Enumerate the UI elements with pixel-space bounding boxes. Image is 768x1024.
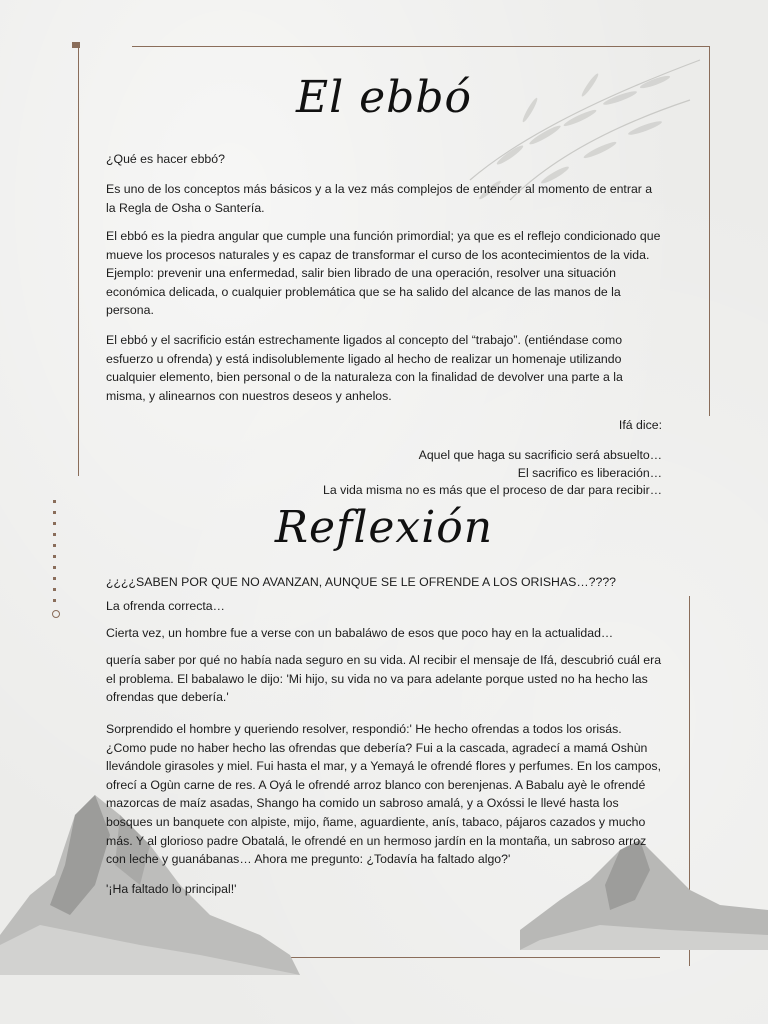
ifa-dice-label: Ifá dice:	[618, 418, 662, 432]
reflexion-paragraph-2: Sorprendido el hombre y queriendo resolver, respondió:' He hecho ofrendas a todos los orisás. ¿Como pude no haber hecho las ofrendas que debería? Fui a la cascada, agradecí a mamá Oshùn llevándole girasoles y miel. Fui hasta el mar, y a Yemayá le ofrendé flores y perfumes. En los campos, ofrecí a Ogùn carne de res. A Oyá le ofrendé arroz blanco con berenjenas. A Babalu ayè le ofrendé mazorcas de maíz asadas, Shango ha comido un sabroso amalá, y a Oxóssi le llevé hasta los bosques un banquete con alpiste, mijo, ñame, aguardiente, anís, tabaco, pájaros cazados y mucho más. Y al glorioso padre Obatalá, le ofrendé en un hermoso jardín en la montaña, un sabroso arroz con leche y guanábanas… Ahora me pregunto: ¿Todavía ha faltado algo?'	[106, 722, 661, 867]
reflexion-line-2: Cierta vez, un hombre fue a verse con un babaláwo de esos que poco hay en la actualidad…	[106, 626, 614, 640]
paragraph-1: Es uno de los conceptos más básicos y a la vez más complejos de entender al momento de entrar a la Regla de Osha o Santería.	[106, 182, 653, 215]
quote-line-3: La vida misma no es más que el proceso de dar para recibir…	[322, 483, 662, 497]
frame-line-top	[132, 46, 710, 47]
question-line: ¿Qué es hacer ebbó?	[106, 152, 225, 166]
reflexion-closing: '¡Ha faltado lo principal!'	[106, 882, 237, 896]
title-el-ebbo: El ebbó	[295, 72, 473, 123]
reflexion-line-1: La ofrenda correcta…	[106, 599, 225, 613]
reflexion-paragraph-1: quería saber por qué no había nada seguro en su vida. Al recibir el mensaje de Ifá, descubrió cuál era el problema. El babalawo le dijo: 'Mi hijo, su vida no va para adelante porque usted no ha hecho las ofrendas que debería.'	[106, 653, 662, 705]
reflexion-heading: ¿¿¿¿SABEN POR QUE NO AVANZAN, AUNQUE SE LE OFRENDE A LOS ORISHAS…????	[106, 575, 616, 589]
quote-line-1: Aquel que haga su sacrificio será absuelto…	[418, 448, 662, 462]
paragraph-3: El ebbó y el sacrificio están estrechamente ligados al concepto del “trabajo”. (entiéndase como esfuerzo u ofrenda) y está indisolublemente ligado al hecho de realizar un homenaje utilizando cualquier elemento, bien personal o de la naturaleza con la finalidad de devolver una parte a la misma, y alinearnos con nuestros deseos y anhelos.	[106, 333, 623, 403]
title-reflexion: Reflexión	[274, 502, 494, 553]
quote-line-2: El sacrifico es liberación…	[517, 466, 662, 480]
frame-corner	[72, 42, 80, 48]
paragraph-2: El ebbó es la piedra angular que cumple una función primordial; ya que es el reflejo condicionado que mueve los procesos naturales y es capaz de transformar el curso de los acontecimientos de la vida. Ejemplo: prevenir una enfermedad, salir bien librado de una operación, resolver una situación económica delicada, o cualquier problemática que se ha salido del alcance de las manos de la persona.	[106, 229, 661, 318]
